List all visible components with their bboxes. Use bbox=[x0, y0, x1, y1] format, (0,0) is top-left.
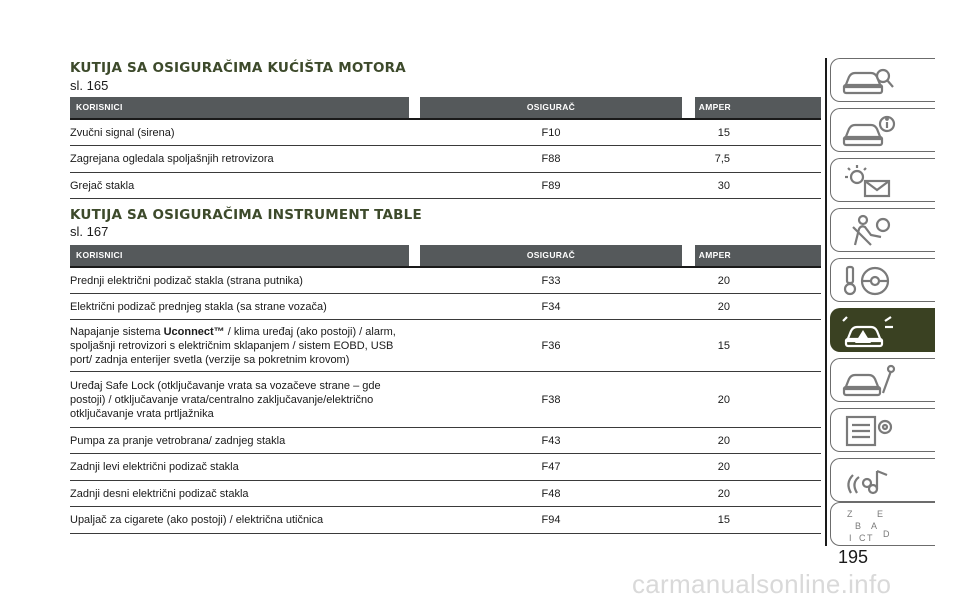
table-header bbox=[70, 97, 821, 120]
cell-amp: 7,5 bbox=[714, 153, 730, 165]
svg-text:C: C bbox=[859, 533, 866, 543]
svg-text:T: T bbox=[867, 533, 873, 543]
table-row bbox=[70, 173, 821, 199]
car-search-icon bbox=[841, 63, 897, 99]
cell-amp: 30 bbox=[717, 179, 730, 192]
table-row bbox=[70, 481, 821, 507]
section-title-dashboard-fusebox: KUTIJA SA OSIGURAČIMA INSTRUMENT TABLE bbox=[70, 207, 422, 223]
table-row bbox=[70, 320, 821, 372]
figure-reference: sl. 165 bbox=[70, 78, 109, 93]
cell-user: Uređaj Safe Lock (otključavanje vrata sa vozačeve strane – gde postoji) / otključavanje vrata/centralno zaključavanje/električno otključavanje vrata prtljažnika bbox=[70, 379, 381, 420]
seat-safety-icon bbox=[841, 213, 897, 249]
svg-text:B: B bbox=[855, 521, 862, 531]
sidebar-tab-car-search[interactable] bbox=[830, 58, 935, 102]
cell-amp: 15 bbox=[717, 339, 730, 352]
sidebar-tab-car-emergency[interactable] bbox=[830, 308, 935, 352]
cell-fuse: F89 bbox=[541, 179, 561, 192]
sidebar-tab-seat-safety[interactable] bbox=[830, 208, 935, 252]
cell-fuse: F47 bbox=[541, 461, 561, 473]
cell-user: Pumpa za pranje vetrobrana/ zadnjeg stakla bbox=[70, 434, 286, 447]
svg-text:D: D bbox=[883, 529, 890, 539]
header-amp: AMPER bbox=[695, 97, 821, 118]
cell-user: Zvučni signal (sirena) bbox=[70, 126, 175, 139]
cell-fuse: F88 bbox=[541, 153, 561, 165]
section-title-engine-fusebox: KUTIJA SA OSIGURAČIMA KUĆIŠTA MOTORA bbox=[70, 60, 406, 76]
table-header bbox=[70, 245, 821, 268]
svg-text:Z: Z bbox=[847, 509, 853, 519]
page-number: 195 bbox=[838, 547, 869, 567]
cell-fuse: F10 bbox=[541, 126, 561, 139]
cell-user-text: Napajanje sistema bbox=[70, 325, 164, 338]
cell-amp: 15 bbox=[717, 514, 730, 526]
warning-lights-icon bbox=[841, 163, 897, 199]
cell-user: Zadnji desni električni podizač stakla bbox=[70, 487, 249, 500]
header-users: KORISNICI bbox=[70, 245, 409, 266]
header-fuse: OSIGURAČ bbox=[420, 245, 682, 266]
cell-fuse: F33 bbox=[541, 274, 561, 287]
cell-fuse: F34 bbox=[541, 300, 561, 313]
car-service-icon bbox=[841, 363, 897, 399]
table-row bbox=[70, 454, 821, 481]
cell-amp: 20 bbox=[717, 300, 730, 313]
svg-text:I: I bbox=[849, 533, 852, 543]
table-row bbox=[70, 120, 821, 146]
index-icon bbox=[841, 507, 897, 543]
sidebar-tab-car-info[interactable] bbox=[830, 108, 935, 152]
cell-fuse: F43 bbox=[541, 434, 561, 447]
table-row bbox=[70, 372, 821, 428]
cell-user: Upaljač za cigarete (ako postoji) / električna utičnica bbox=[70, 514, 324, 526]
sidebar-tab-technical-data[interactable] bbox=[830, 408, 935, 452]
table-row bbox=[70, 146, 821, 173]
cell-user: Prednji električni podizač stakla (strana putnika) bbox=[70, 274, 303, 287]
cell-user: Električni podizač prednjeg stakla (sa strane vozača) bbox=[70, 300, 327, 313]
sidebar-tab-multimedia[interactable] bbox=[830, 458, 935, 502]
cell-user: Zagrejana ogledala spoljašnjih retrovizora bbox=[70, 153, 274, 165]
sidebar-tab-index[interactable] bbox=[830, 502, 935, 546]
cell-amp: 20 bbox=[717, 487, 730, 500]
figure-reference: sl. 167 bbox=[70, 224, 109, 239]
header-users: KORISNICI bbox=[70, 97, 409, 118]
car-emergency-icon bbox=[841, 313, 897, 349]
uconnect-brand: Uconnect™ bbox=[163, 325, 225, 338]
header-fuse: OSIGURAČ bbox=[420, 97, 682, 118]
cell-fuse: F36 bbox=[541, 339, 561, 352]
sidebar-divider bbox=[825, 58, 827, 546]
cell-user: Grejač stakla bbox=[70, 179, 135, 192]
technical-data-icon bbox=[841, 413, 897, 449]
cell-user-text: / klima uređaj (ako postoji) / alarm, spoljašnji retrovizori s električnim sklapanjem / sistem EOBD, USB port/ zadnja enterijer svetla (verzije sa pokretnim krovom) bbox=[70, 325, 396, 366]
steering-key-icon bbox=[841, 263, 897, 299]
header-amp: AMPER bbox=[695, 245, 821, 266]
sidebar-tab-car-service[interactable] bbox=[830, 358, 935, 402]
cell-fuse: F48 bbox=[541, 487, 561, 500]
watermark: carmanualsonline.info bbox=[632, 569, 892, 599]
cell-amp: 20 bbox=[717, 434, 730, 447]
cell-fuse: F94 bbox=[541, 514, 561, 526]
svg-text:A: A bbox=[871, 521, 878, 531]
table-row bbox=[70, 294, 821, 320]
table-row bbox=[70, 268, 821, 294]
cell-amp: 20 bbox=[717, 274, 730, 287]
svg-text:E: E bbox=[877, 509, 884, 519]
cell-user bbox=[70, 320, 415, 371]
cell-amp: 15 bbox=[717, 126, 730, 139]
sidebar-tab-steering-key[interactable] bbox=[830, 258, 935, 302]
table-row bbox=[70, 507, 821, 534]
cell-user: Zadnji levi električni podizač stakla bbox=[70, 461, 239, 473]
table-row bbox=[70, 428, 821, 454]
cell-amp: 20 bbox=[717, 393, 730, 406]
car-info-icon bbox=[841, 113, 897, 149]
multimedia-icon bbox=[841, 463, 897, 499]
cell-amp: 20 bbox=[717, 461, 730, 473]
sidebar-tab-warning-lights[interactable] bbox=[830, 158, 935, 202]
cell-fuse: F38 bbox=[541, 393, 561, 406]
